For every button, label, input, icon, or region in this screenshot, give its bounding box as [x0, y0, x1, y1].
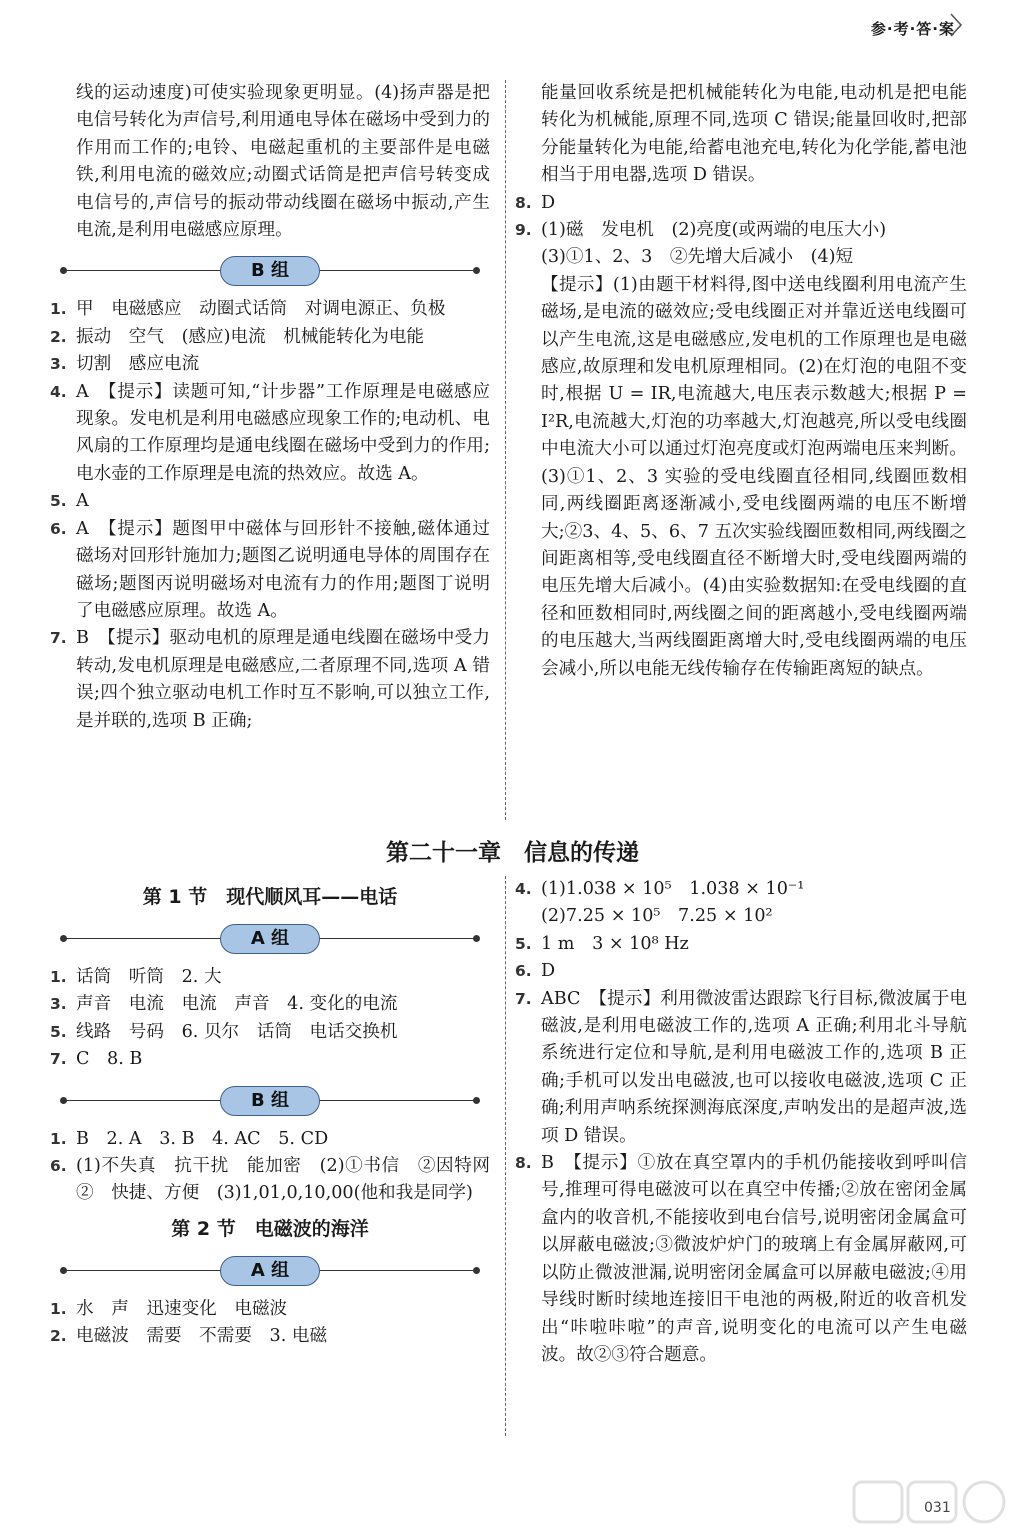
- answer-item: [50, 1019, 490, 1046]
- answer-number: 5.: [50, 1022, 67, 1041]
- header-tag: 参·考·答·案: [870, 20, 955, 38]
- answer-text: B 【提示】①放在真空罩内的手机仍能接收到呼叫信号,推理可得电磁波可以在真空中传播;②放在密闭金属盒内的收音机,不能接收到电台信号,说明密闭金属盒可以屏蔽电磁波;③微波炉炉门的玻璃上有金属屏蔽网,可以防止微波泄漏,说明密闭金属盒可以屏蔽电磁波;④用导线时断时续地连接旧干电池的两极,附近的收音机发出“咔啦咔啦”的声音,说明变化的电流可以产生电磁波。故②③符合题意。: [541, 1153, 967, 1365]
- answer-item: [50, 1126, 490, 1153]
- answer-number: 7.: [50, 629, 67, 648]
- answer-number: 7.: [50, 1050, 67, 1069]
- answer-item: [50, 379, 490, 489]
- answer-list: [50, 1126, 508, 1208]
- group-a-header: [50, 924, 490, 954]
- answer-number: 2.: [50, 1327, 67, 1346]
- section-title-2: 第 2 节 电磁波的海洋: [171, 1217, 369, 1240]
- answer-item: [50, 1046, 490, 1073]
- chapter-title: 第二十一章 信息的传递: [386, 840, 639, 866]
- answer-list: [515, 876, 967, 1369]
- answer-number: 2.: [50, 327, 67, 346]
- answer-list: [50, 1296, 490, 1351]
- answer-list: [50, 964, 490, 1074]
- answer-text: B 2. A 3. B 4. AC 5. CD: [76, 1128, 329, 1149]
- answer-number: 5.: [50, 492, 67, 511]
- answer-item: [515, 958, 967, 985]
- answer-item: [50, 1323, 490, 1350]
- group-b-label: B 组: [220, 1086, 320, 1116]
- answer-text: A 【提示】读题可知,“计步器”工作原理是电磁感应现象。发电机是利用电磁感应现象工作的;电动机、电风扇的工作原理均是通电线圈在磁场中受到力的作用;电水壶的工作原理是电流的热效应。故选 A。: [76, 381, 490, 484]
- answer-item: [50, 516, 490, 626]
- answer-number: 9.: [515, 221, 532, 240]
- answer-text: 线路 号码 6. 贝尔 话筒 电话交换机: [76, 1021, 398, 1042]
- answer-number: 8.: [515, 1154, 532, 1173]
- answer-number: 6.: [50, 519, 67, 538]
- left-column-bottom: [50, 876, 508, 1351]
- answer-item: [515, 931, 967, 958]
- answer-number: 1.: [50, 1299, 67, 1318]
- answer-text: 电磁波 需要 不需要 3. 电磁: [76, 1326, 328, 1347]
- answer-text: B 【提示】驱动电机的原理是通电线圈在磁场中受力转动,发电机原理是电磁感应,二者原理不同,选项 A 错误;四个独立驱动电机工作时互不影响,可以独立工作,是并联的,选项 B 正确;: [76, 628, 490, 731]
- answer-text: (1)磁 发电机 (2)亮度(或两端的电压大小) (3)①1、2、3 ②先增大后减小 (4)短 【提示】(1)由题干材料得,图中送电线圈利用电流产生磁场,是电流的磁效应;受电线圈正对并靠近送电线圈可以产生电流,这是电磁感应,发电机的工作原理也是电磁感应,故原理和发电机原理相同。(2)在灯泡的电阻不变时,根据 U = IR,电流越大,电压表示数越大;根据 P = I²R,电流越大,灯泡的功率越大,灯泡越亮,所以受电线圈中电流大小可以通过灯泡亮度或灯泡两端电压来判断。(3)①1、2、3 实验的受电线圈直径相同,线圈匝数相同,两线圈距离逐渐减小,受电线圈两端的电压不断增大;②3、4、5、6、7 五次实验线圈匝数相同,两线圈之间距离相等,受电线圈直径不断增大时,受电线圈两端的电压先增大后减小。(4)由实验数据知:在受电线圈的直径和匝数相同时,两线圈之间的距离越小,受电线圈两端的电压越大,当两线圈距离增大时,受电线圈两端的电压会减小,所以电能无线传输存在传输距离短的缺点。: [541, 220, 968, 679]
- column-divider-top: [505, 80, 506, 820]
- answer-item: [515, 986, 967, 1150]
- answer-number: 5.: [515, 934, 532, 953]
- answer-number: 4.: [50, 382, 67, 401]
- continuation-text: 线的运动速度)可使实验现象更明显。(4)扬声器是把电信号转化为声信号,利用通电导体在磁场中受到力的作用而工作的;电铃、电磁起重机的主要部件是电磁铁,利用电流的磁效应;动圈式话筒是把声信号转变成电信号的,声信号的振动带动线圈在磁场中振动,产生电流,是利用电磁感应原理。: [76, 83, 490, 241]
- answer-text: 甲 电磁感应 动圈式话筒 对调电源正、负极: [76, 299, 446, 320]
- watermark-logo-icon: [852, 1478, 1012, 1532]
- answer-item: [50, 324, 490, 351]
- group-a-label: A 组: [220, 924, 320, 954]
- answer-number: 6.: [50, 1157, 67, 1176]
- answer-text: (1)1.038 × 10⁵ 1.038 × 10⁻¹ (2)7.25 × 10⁵ 7.25 × 10²: [541, 879, 805, 927]
- answer-number: 4.: [515, 880, 532, 898]
- answer-text: 水 声 迅速变化 电磁波: [76, 1298, 288, 1319]
- page-number: 031: [924, 1500, 951, 1516]
- answer-text: 振动 空气 (感应)电流 机械能转化为电能: [76, 326, 425, 347]
- answer-item: [515, 190, 967, 217]
- answer-number: 3.: [50, 995, 67, 1014]
- answer-number: 3.: [50, 355, 67, 374]
- right-column-top: [515, 80, 967, 683]
- answer-item: [515, 217, 967, 683]
- chevron-right-icon: [949, 12, 963, 38]
- answer-item: [50, 625, 490, 735]
- group-b-label: B 组: [220, 256, 320, 286]
- answer-text: A 【提示】题图甲中磁体与回形针不接触,磁体通过磁场对回形针施加力;题图乙说明通电导体的周围存在磁场;题图丙说明磁场对电流有力的作用;题图丁说明了电磁感应原理。故选 A。: [76, 518, 490, 621]
- answer-item: [50, 488, 490, 515]
- answer-text: 声音 电流 电流 声音 4. 变化的电流: [76, 994, 398, 1015]
- right-column-bottom: [515, 876, 967, 1369]
- left-column-top: [50, 80, 490, 735]
- answer-text: 1 m 3 × 10⁸ Hz: [541, 933, 689, 954]
- answer-text: A: [76, 491, 89, 512]
- answer-item: [50, 991, 490, 1018]
- answer-text: D: [541, 961, 556, 982]
- section-title-1: 第 1 节 现代顺风耳——电话: [142, 886, 398, 908]
- answer-number: 1.: [50, 300, 67, 319]
- answer-text: D: [541, 192, 556, 213]
- answer-text: 切割 感应电流: [76, 354, 200, 375]
- answer-item: [50, 1153, 508, 1208]
- answer-list: [515, 190, 967, 683]
- answer-number: 6.: [515, 962, 532, 981]
- answer-item: [50, 964, 490, 991]
- answer-list: [50, 296, 490, 735]
- answer-number: 1.: [50, 968, 67, 986]
- continuation-text: 能量回收系统是把机械能转化为电能,电动机是把电能转化为机械能,原理不同,选项 C 错误;能量回收时,把部分能量转化为电能,给蓄电池充电,转化为化学能,蓄电池相当于用电器,选项 D 错误。: [541, 83, 967, 186]
- answer-number: 7.: [515, 989, 532, 1008]
- answer-item: [515, 876, 967, 931]
- answer-text: ABC 【提示】利用微波雷达跟踪飞行目标,微波属于电磁波,是利用电磁波工作的,选项 A 正确;利用北斗导航系统进行定位和导航,是利用电磁波工作的,选项 B 正确;手机可以发出电磁波,也可以接收电磁波,选项 C 正确;利用声呐系统探测海底深度,声呐发出的是超声波,选项 D 错误。: [541, 988, 967, 1146]
- group-b-header: [50, 1086, 490, 1116]
- answer-item: [50, 296, 490, 323]
- answer-item: [50, 1296, 490, 1323]
- answer-text: C 8. B: [76, 1049, 143, 1070]
- answer-number: 8.: [515, 193, 532, 212]
- group-a-label: A 组: [220, 1256, 320, 1286]
- answer-text: 话筒 听筒 2. 大: [76, 967, 222, 987]
- answer-number: 1.: [50, 1129, 67, 1148]
- group-b-header: [50, 256, 490, 286]
- answer-text: (1)不失真 抗干扰 能加密 (2)①书信 ②因特网 ② 快捷、方便 (3)1,01,0,10,00(他和我是同学): [76, 1156, 508, 1204]
- answer-item: [515, 1150, 967, 1369]
- group-a-header: [50, 1256, 490, 1286]
- answer-item: [50, 351, 490, 378]
